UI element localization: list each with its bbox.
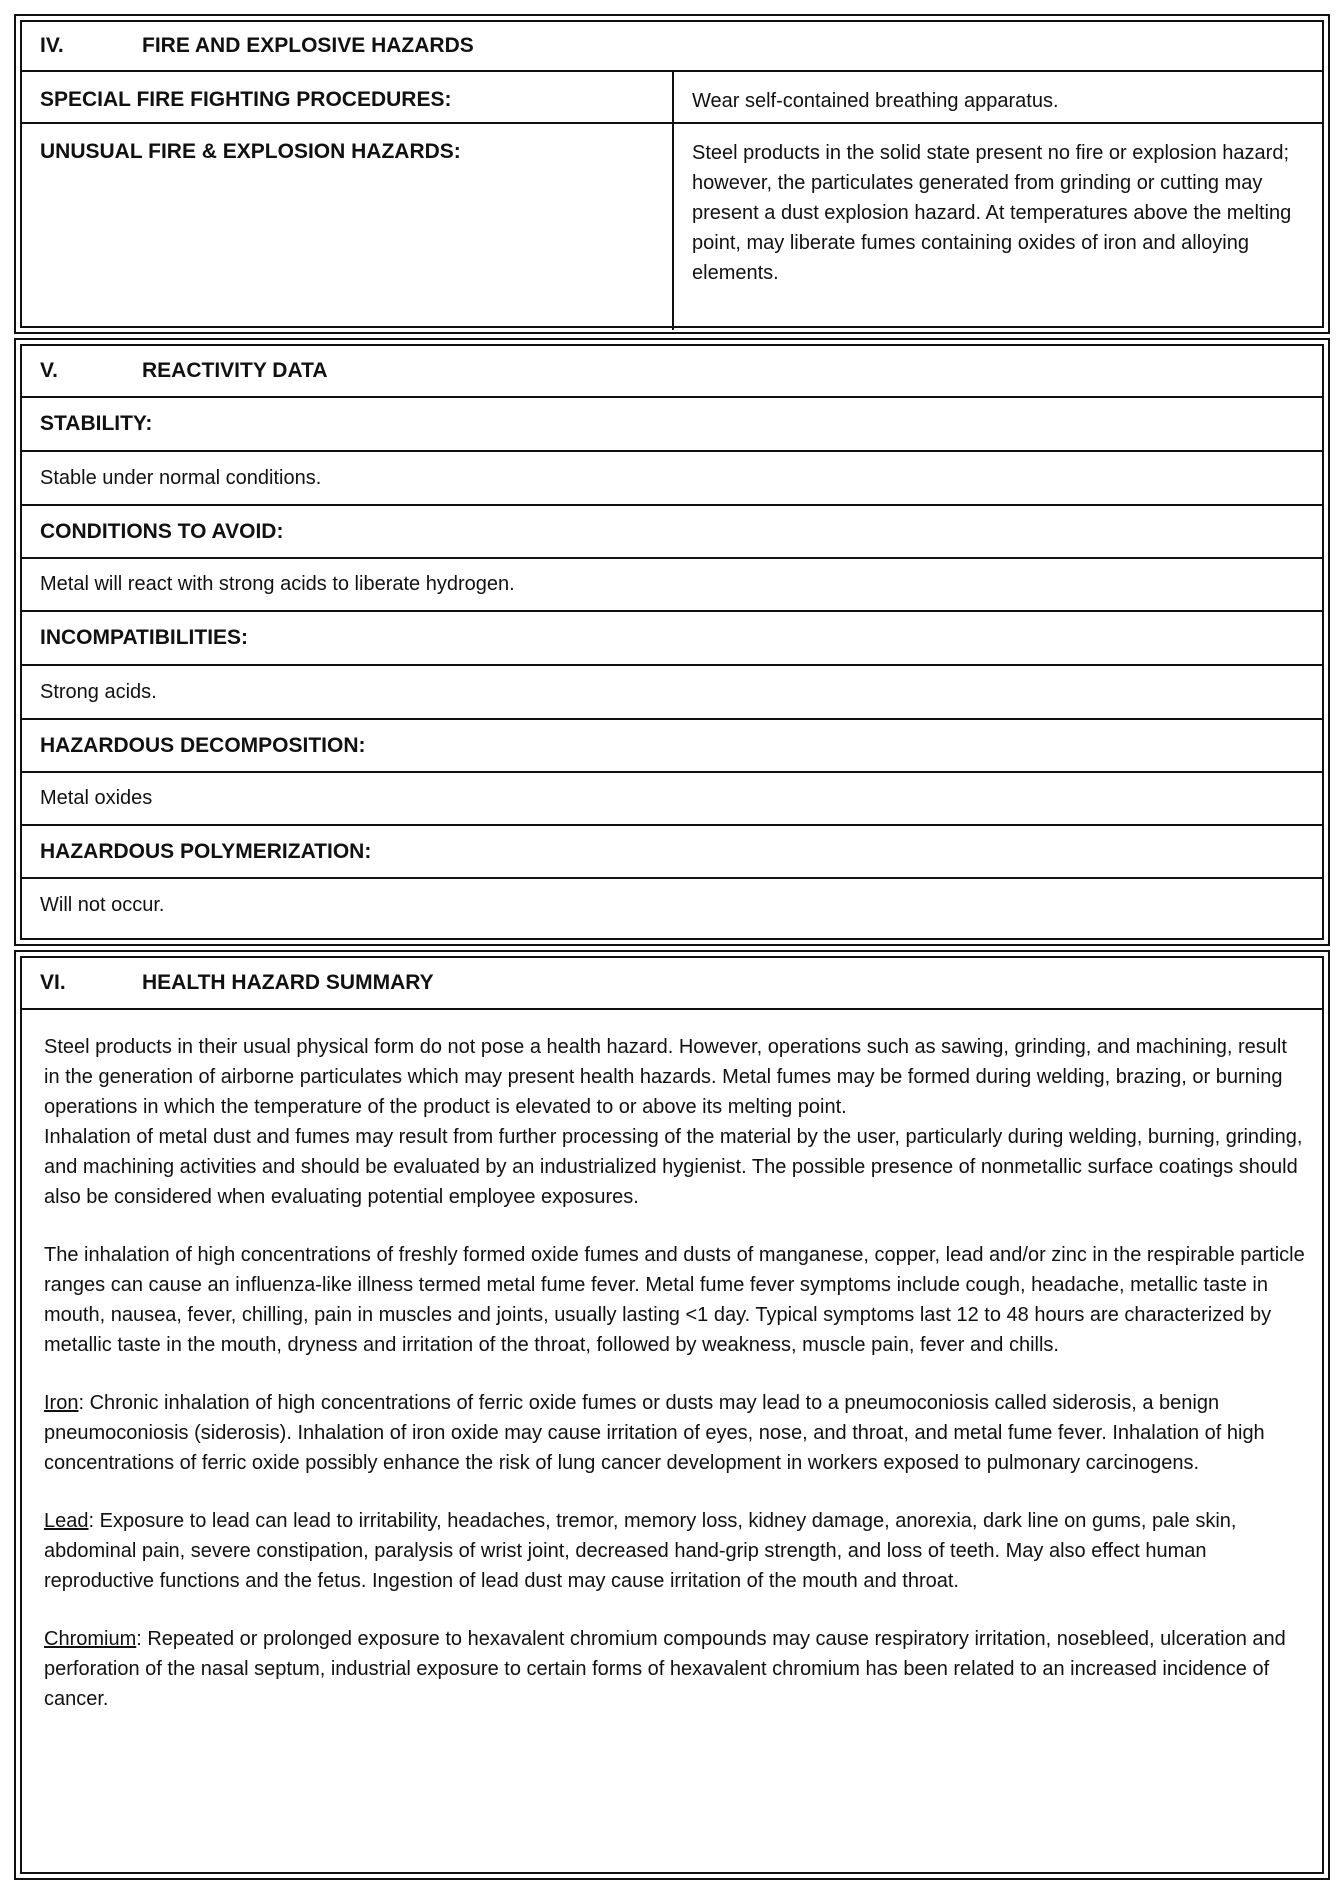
chromium-paragraph	[22, 1624, 1322, 1714]
section-title: HEALTH HAZARD SUMMARY	[142, 971, 434, 994]
hazardous-polymerization-label: HAZARDOUS POLYMERIZATION:	[22, 826, 1322, 879]
hazardous-decomposition-label: HAZARDOUS DECOMPOSITION:	[22, 720, 1322, 773]
special-fire-fighting-value: Wear self-contained breathing apparatus.	[692, 90, 1059, 112]
chromium-text: : Repeated or prolonged exposure to hexavalent chromium compounds may cause respiratory irritation, nosebleed, ulceration and perforation of the nasal septum, industrial exposure to certain forms of hexavalent chromium has been related to an increased incidence of cancer.	[44, 1628, 1286, 1710]
health-hazard-body	[22, 1010, 1322, 1714]
chromium-heading: Chromium	[44, 1628, 137, 1650]
lead-paragraph	[22, 1506, 1322, 1596]
section-number: IV.	[40, 34, 64, 57]
section-header	[22, 346, 1322, 398]
section-number: VI.	[40, 971, 66, 994]
hazardous-decomposition-value: Metal oxides	[22, 773, 1322, 826]
unusual-hazards-label: UNUSUAL FIRE & EXPLOSION HAZARDS:	[22, 124, 674, 330]
lead-heading: Lead	[44, 1510, 89, 1532]
iron-text: : Chronic inhalation of high concentrations of ferric oxide fumes or dusts may lead to a pneumoconiosis called siderosis, a benign pneumoconiosis (siderosis). Inhalation of iron oxide may cause irritation of eyes, nose, and throat, and metal fume fever. Inhalation of high concentrations of ferric oxide possibly enhance the risk of lung cancer development in workers exposed to pulmonary carcinogens.	[44, 1392, 1265, 1474]
section-health-hazard-inner	[20, 956, 1324, 1874]
stability-label: STABILITY:	[22, 398, 1322, 452]
section-number: V.	[40, 359, 58, 382]
unusual-hazards-value: Steel products in the solid state present no fire or explosion hazard; however, the particulates generated from grinding or cutting may present a dust explosion hazard. At temperatures above the melting point, may liberate fumes containing oxides of iron and alloying elements.	[692, 142, 1292, 284]
section-fire-explosive	[14, 14, 1330, 334]
stability-value: Stable under normal conditions.	[22, 452, 1322, 506]
conditions-to-avoid-label: CONDITIONS TO AVOID:	[22, 506, 1322, 559]
incompatibilities-label: INCOMPATIBILITIES:	[22, 612, 1322, 666]
lead-text: : Exposure to lead can lead to irritability, headaches, tremor, memory loss, kidney damage, anorexia, dark line on gums, pale skin, abdominal pain, severe constipation, paralysis of wrist joint, decreased hand-grip strength, and loss of teeth. May also effect human reproductive functions and the fetus. Ingestion of lead dust may cause irritation of the mouth and throat.	[44, 1510, 1237, 1592]
section-title: FIRE AND EXPLOSIVE HAZARDS	[142, 34, 474, 57]
section-header	[22, 22, 1322, 72]
unusual-hazards-row	[22, 124, 1322, 330]
section-reactivity-inner	[20, 344, 1324, 940]
section-header	[22, 958, 1322, 1010]
section-health-hazard	[14, 950, 1330, 1880]
iron-paragraph	[22, 1388, 1322, 1478]
intro-paragraph: Steel products in their usual physical form do not pose a health hazard. However, operations such as sawing, grinding, and machining, result in the generation of airborne particulates which may present health hazards. Metal fumes may be formed during welding, brazing, or burning operations in which the temperature of the product is elevated to or above its melting point. Inhalation of metal dust and fumes may result from further processing of the material by the user, particularly during welding, burning, grinding, and machining activities and should be evaluated by an industrialized hygienist. The possible presence of nonmetallic surface coatings should also be considered when evaluating potential employee exposures.	[44, 1036, 1303, 1208]
iron-heading: Iron	[44, 1392, 79, 1414]
section-fire-explosive-inner	[20, 20, 1324, 328]
special-fire-fighting-label: SPECIAL FIRE FIGHTING PROCEDURES:	[22, 72, 674, 122]
conditions-to-avoid-value: Metal will react with strong acids to liberate hydrogen.	[22, 559, 1322, 612]
hazardous-polymerization-value: Will not occur.	[40, 893, 165, 916]
metal-fume-fever-paragraph: The inhalation of high concentrations of freshly formed oxide fumes and dusts of manganese, copper, lead and/or zinc in the respirable particle ranges can cause an influenza-like illness termed metal fume fever. Metal fume fever symptoms include cough, headache, metallic taste in mouth, nausea, fever, chilling, pain in muscles and joints, usually lasting <1 day. Typical symptoms last 12 to 48 hours are characterized by metallic taste in the mouth, dryness and irritation of the throat, followed by weakness, muscle pain, fever and chills.	[44, 1244, 1305, 1356]
incompatibilities-value: Strong acids.	[22, 666, 1322, 720]
section-title: REACTIVITY DATA	[142, 359, 328, 382]
special-fire-fighting-row	[22, 72, 1322, 124]
section-reactivity	[14, 338, 1330, 946]
